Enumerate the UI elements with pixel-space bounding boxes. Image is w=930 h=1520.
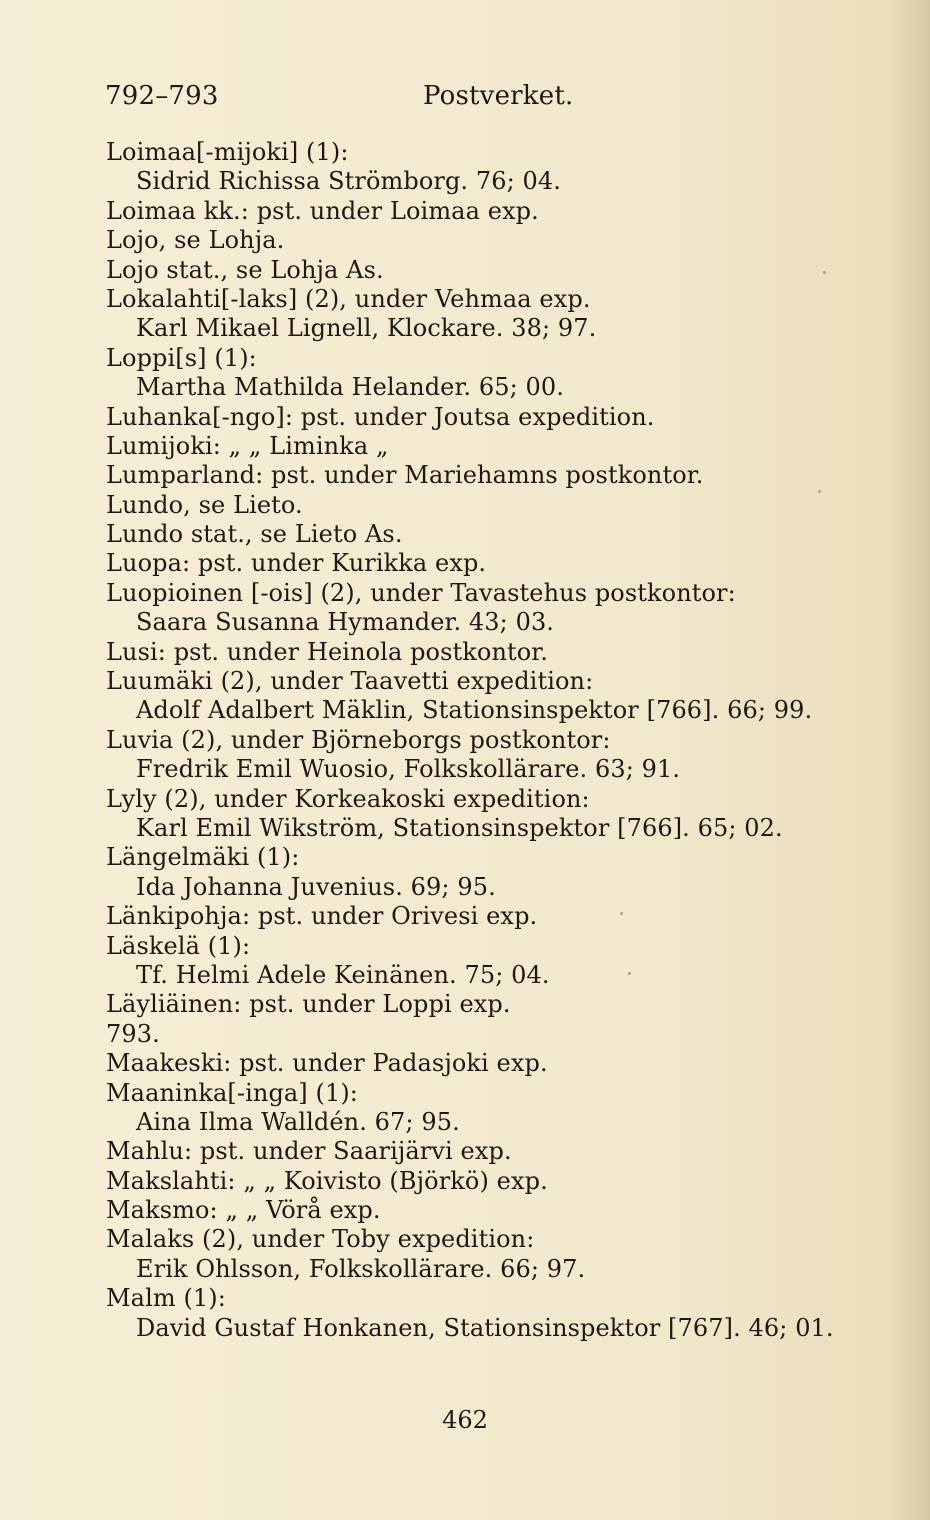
entry-line: Luopioinen [-ois] (2), under Tavastehus postkontor: <box>106 578 736 607</box>
entry-line: Lokalahti[-laks] (2), under Vehmaa exp. <box>106 284 591 313</box>
entry-line: Lumparland: pst. under Mariehamns postkontor. <box>106 461 704 490</box>
entry-line: Lojo stat., se Lohja As. <box>106 255 384 284</box>
entry-line: Luopa: pst. under Kurikka exp. <box>106 549 487 578</box>
entry-line: Maksmo: „ „ Vörå exp. <box>106 1196 381 1225</box>
entry-list <box>106 138 886 1343</box>
entry-line: Läskelä (1): <box>106 931 251 960</box>
entry-line: Sidrid Richissa Strömborg. 76; 04. <box>136 167 562 196</box>
entry-line: Martha Mathilda Helander. 65; 00. <box>136 373 564 402</box>
entry-line: Mahlu: pst. under Saarijärvi exp. <box>106 1137 512 1166</box>
entry-line: Malaks (2), under Toby expedition: <box>106 1225 535 1254</box>
print-speck <box>823 271 826 274</box>
entry-line: Lumijoki: „ „ Liminka „ <box>106 431 389 460</box>
entry-line: Läyliäinen: pst. under Loppi exp. <box>106 990 511 1019</box>
entry-line: Adolf Adalbert Mäklin, Stationsinspektor [766]. 66; 99. <box>136 696 813 725</box>
page-header <box>105 76 875 116</box>
entry-line: Längelmäki (1): <box>106 843 300 872</box>
entry-line: Loimaa kk.: pst. under Loimaa exp. <box>106 196 539 225</box>
entry-line: Karl Mikael Lignell, Klockare. 38; 97. <box>136 314 597 343</box>
section-marker: 793. <box>106 1019 160 1048</box>
entry-line: Luvia (2), under Björneborgs postkontor: <box>106 725 611 754</box>
print-speck <box>628 972 631 975</box>
entry-line: Maakeski: pst. under Padasjoki exp. <box>106 1049 548 1078</box>
entry-line: Luumäki (2), under Taavetti expedition: <box>106 667 594 696</box>
entry-line: Tf. Helmi Adele Keinänen. 75; 04. <box>136 960 550 989</box>
entry-line: David Gustaf Honkanen, Stationsinspektor [767]. 46; 01. <box>136 1313 834 1342</box>
entry-line: Fredrik Emil Wuosio, Folkskollärare. 63; 91. <box>136 755 681 784</box>
entry-line: Maaninka[-inga] (1): <box>106 1078 358 1107</box>
entry-line: Lundo stat., se Lieto As. <box>106 520 403 549</box>
entry-line: Aina Ilma Walldén. 67; 95. <box>136 1107 460 1136</box>
entry-line: Saara Susanna Hymander. 43; 03. <box>136 608 555 637</box>
entry-line: Malm (1): <box>106 1284 226 1313</box>
entry-line: Makslahti: „ „ Koivisto (Björkö) exp. <box>106 1166 548 1195</box>
entry-line: Lyly (2), under Korkeakoski expedition: <box>106 784 590 813</box>
entry-line: Länkipohja: pst. under Orivesi exp. <box>106 902 538 931</box>
entry-line: Loimaa[-mijoki] (1): <box>106 138 349 166</box>
entry-line: Lojo, se Lohja. <box>106 226 285 255</box>
header-section-range: 792–793 <box>105 81 219 111</box>
page-edge-shadow <box>890 0 930 1520</box>
entry-line: Lundo, se Lieto. <box>106 490 303 519</box>
entry-line: Erik Ohlsson, Folkskollärare. 66; 97. <box>136 1254 586 1283</box>
page-number: 462 <box>442 1406 488 1434</box>
print-speck <box>620 912 623 915</box>
entry-line: Ida Johanna Juvenius. 69; 95. <box>136 872 496 901</box>
entry-line: Karl Emil Wikström, Stationsinspektor [766]. 65; 02. <box>136 813 783 842</box>
entry-line: Loppi[s] (1): <box>106 343 257 372</box>
entry-line: Lusi: pst. under Heinola postkontor. <box>106 637 548 666</box>
print-speck <box>818 490 821 493</box>
header-title: Postverket. <box>423 81 574 111</box>
entry-line: Luhanka[-ngo]: pst. under Joutsa expedition. <box>106 402 655 431</box>
